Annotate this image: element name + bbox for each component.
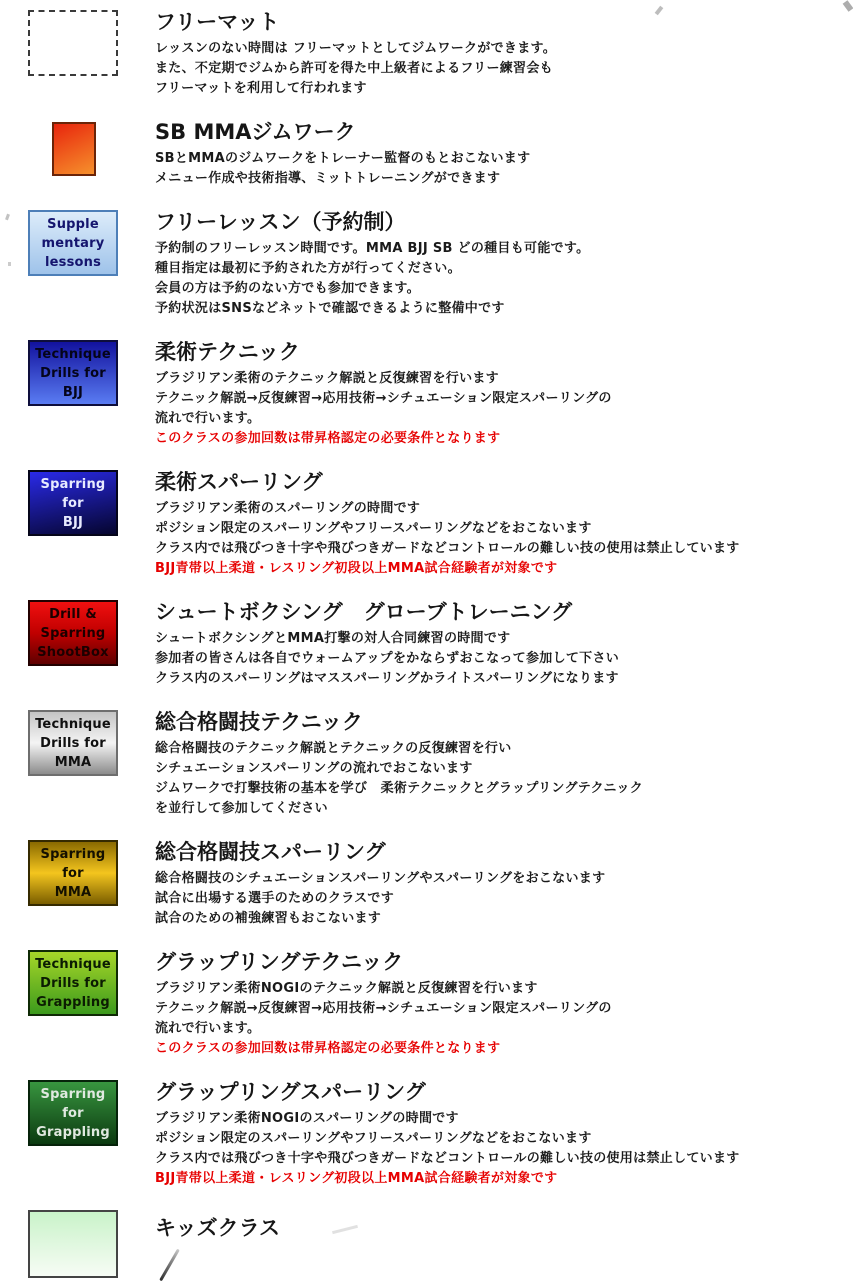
swatch-column bbox=[28, 210, 155, 276]
swatch-column bbox=[28, 840, 155, 906]
class-title: 柔術テクニック bbox=[155, 340, 300, 364]
swatch-column bbox=[28, 10, 155, 76]
sb-gym-color-swatch bbox=[52, 122, 96, 176]
mma-technique-swatch-label: Technique bbox=[35, 716, 111, 732]
class-title: グラップリングテクニック bbox=[155, 950, 404, 974]
class-title: 総合格闘技テクニック bbox=[155, 710, 363, 734]
swatch-column bbox=[28, 470, 155, 536]
class-warning-line: このクラスの参加回数は帯昇格認定の必要条件となります bbox=[155, 1041, 501, 1056]
class-description-line: 流れで行います。 bbox=[155, 411, 261, 426]
class-description-line: SBとMMAのジムワークをトレーナー監督のもとおこないます bbox=[155, 151, 531, 166]
bjj-sparring-color-swatch bbox=[28, 470, 118, 536]
class-description-line: 予約制のフリーレッスン時間です。MMA BJJ SB どの種目も可能です。 bbox=[155, 241, 590, 256]
free-lesson-swatch-label: mentary bbox=[41, 235, 105, 251]
class-title: シュートボクシング グローブトレーニング bbox=[155, 600, 573, 624]
class-description-line: レッスンのない時間は フリーマットとしてジムワークができます。 bbox=[155, 41, 557, 56]
free-mat-color-swatch bbox=[28, 10, 118, 76]
legend-row-shootbox bbox=[28, 600, 853, 689]
class-description-block bbox=[155, 950, 853, 1059]
class-description-line: ジムワークで打撃技術の基本を学び 柔術テクニックとグラップリングテクニック bbox=[155, 781, 643, 796]
legend-row-sb-gym bbox=[28, 120, 853, 189]
bjj-technique-swatch-label: Technique bbox=[35, 346, 111, 362]
class-description-line: クラス内では飛びつき十字や飛びつきガードなどコントロールの難しい技の使用は禁止しています bbox=[155, 541, 740, 556]
class-warning-line: BJJ青帯以上柔道・レスリング初段以上MMA試合経験者が対象です bbox=[155, 1171, 558, 1186]
swatch-column bbox=[28, 120, 155, 176]
class-description-block bbox=[155, 600, 853, 689]
grappling-sparring-swatch-label: for bbox=[62, 1105, 84, 1121]
bjj-sparring-swatch-label: for bbox=[62, 495, 84, 511]
swatch-column bbox=[28, 340, 155, 406]
legend-row-bjj-technique bbox=[28, 340, 853, 449]
class-description-line: ブラジリアン柔術NOGIのスパーリングの時間です bbox=[155, 1111, 459, 1126]
grappling-technique-swatch-label: Drills for bbox=[40, 975, 106, 991]
class-warning-line: このクラスの参加回数は帯昇格認定の必要条件となります bbox=[155, 431, 501, 446]
class-description-line: シチュエーションスパーリングの流れでおこないます bbox=[155, 761, 473, 776]
swatch-column bbox=[28, 1210, 155, 1278]
class-description-line: 流れで行います。 bbox=[155, 1021, 261, 1036]
class-description-line: 試合のための補強練習もおこないます bbox=[155, 911, 382, 926]
grappling-sparring-swatch-label: Grappling bbox=[36, 1124, 110, 1140]
legend-row-bjj-sparring bbox=[28, 470, 853, 579]
class-title: SB MMAジムワーク bbox=[155, 120, 356, 144]
class-description-line: ポジション限定のスパーリングやフリースパーリングなどをおこないます bbox=[155, 1131, 592, 1146]
legend-row-grappling-sparring bbox=[28, 1080, 853, 1189]
grappling-technique-swatch-label: Technique bbox=[35, 956, 111, 972]
legend-row-mma-technique bbox=[28, 710, 853, 819]
free-lesson-swatch-label: lessons bbox=[44, 254, 102, 270]
shootbox-color-swatch bbox=[28, 600, 118, 666]
class-description-line: ブラジリアン柔術のスパーリングの時間です bbox=[155, 501, 421, 516]
class-title: グラップリングスパーリング bbox=[155, 1080, 426, 1104]
swatch-column bbox=[28, 1080, 155, 1146]
mma-sparring-color-swatch bbox=[28, 840, 118, 906]
class-description-block bbox=[155, 120, 853, 189]
class-description-block bbox=[155, 710, 853, 819]
class-description-line: 参加者の皆さんは各自でウォームアップをかならずおこなって参加して下さい bbox=[155, 651, 620, 666]
grappling-technique-swatch-label: Grappling bbox=[36, 994, 110, 1010]
mma-technique-swatch-label: Drills for bbox=[40, 735, 106, 751]
legend-row-grappling-technique bbox=[28, 950, 853, 1059]
class-description-line: クラス内では飛びつき十字や飛びつきガードなどコントロールの難しい技の使用は禁止しています bbox=[155, 1151, 740, 1166]
class-description-line: シュートボクシングとMMA打撃の対人合同練習の時間です bbox=[155, 631, 511, 646]
class-description-line: ブラジリアン柔術のテクニック解説と反復練習を行います bbox=[155, 371, 499, 386]
class-warning-line: BJJ青帯以上柔道・レスリング初段以上MMA試合経験者が対象です bbox=[155, 561, 558, 576]
mma-technique-color-swatch bbox=[28, 710, 118, 776]
bjj-technique-swatch-label: Drills for bbox=[40, 365, 106, 381]
class-description-block bbox=[155, 1210, 853, 1245]
swatch-column bbox=[28, 710, 155, 776]
free-lesson-color-swatch bbox=[28, 210, 118, 276]
class-title: 柔術スパーリング bbox=[155, 470, 323, 494]
class-description-block bbox=[155, 210, 853, 319]
class-description-block bbox=[155, 840, 853, 929]
bjj-technique-color-swatch bbox=[28, 340, 118, 406]
shootbox-swatch-label: Sparring bbox=[40, 625, 106, 641]
grappling-sparring-swatch-label: Sparring bbox=[40, 1086, 106, 1102]
class-title: 総合格闘技スパーリング bbox=[155, 840, 386, 864]
bjj-sparring-swatch-label: BJJ bbox=[62, 514, 84, 530]
class-description-line: メニュー作成や技術指導、ミットトレーニングができます bbox=[155, 171, 501, 186]
grappling-technique-color-swatch bbox=[28, 950, 118, 1016]
grappling-sparring-color-swatch bbox=[28, 1080, 118, 1146]
class-description-block bbox=[155, 1080, 853, 1189]
free-lesson-swatch-label: Supple bbox=[47, 216, 99, 232]
class-description-line: また、不定期でジムから許可を得た中上級者によるフリー練習会も bbox=[155, 61, 553, 76]
legend-row-kids bbox=[28, 1210, 853, 1278]
mma-sparring-swatch-label: MMA bbox=[54, 884, 92, 900]
mma-sparring-swatch-label: Sparring bbox=[40, 846, 106, 862]
class-description-line: テクニック解説→反復練習→応用技術→シチュエーション限定スパーリングの bbox=[155, 1001, 612, 1016]
legend-row-mma-sparring bbox=[28, 840, 853, 929]
class-title: フリーマット bbox=[155, 10, 280, 34]
mma-technique-swatch-label: MMA bbox=[54, 754, 92, 770]
shootbox-swatch-label: ShootBox bbox=[37, 644, 109, 660]
class-description-line: フリーマットを利用して行われます bbox=[155, 81, 367, 96]
class-description-line: ブラジリアン柔術NOGIのテクニック解説と反復練習を行います bbox=[155, 981, 538, 996]
class-description-block bbox=[155, 340, 853, 449]
class-description-line: ポジション限定のスパーリングやフリースパーリングなどをおこないます bbox=[155, 521, 592, 536]
bjj-technique-swatch-label: BJJ bbox=[62, 384, 84, 400]
swatch-column bbox=[28, 600, 155, 666]
class-description-line: クラス内のスパーリングはマススパーリングかライトスパーリングになります bbox=[155, 671, 619, 686]
class-description-block bbox=[155, 10, 853, 99]
class-title: キッズクラス bbox=[155, 1216, 280, 1240]
swatch-column bbox=[28, 950, 155, 1016]
class-description-line: 会員の方は予約のない方でも参加できます。 bbox=[155, 281, 420, 296]
class-description-block bbox=[155, 470, 853, 579]
kids-color-swatch bbox=[28, 1210, 118, 1278]
class-description-line: 試合に出場する選手のためのクラスです bbox=[155, 891, 395, 906]
class-description-line: を並行して参加してください bbox=[155, 801, 328, 816]
class-description-line: 種目指定は最初に予約された方が行ってください。 bbox=[155, 261, 461, 276]
class-description-line: テクニック解説→反復練習→応用技術→シチュエーション限定スパーリングの bbox=[155, 391, 612, 406]
bjj-sparring-swatch-label: Sparring bbox=[40, 476, 106, 492]
legend-row-free-mat bbox=[28, 10, 853, 99]
legend-row-free-lesson bbox=[28, 210, 853, 319]
shootbox-swatch-label: Drill & bbox=[49, 606, 97, 622]
class-description-line: 総合格闘技のテクニック解説とテクニックの反復練習を行い bbox=[155, 741, 512, 756]
class-title: フリーレッスン（予約制） bbox=[155, 210, 406, 234]
class-description-line: 予約状況はSNSなどネットで確認できるように整備中です bbox=[155, 301, 505, 316]
class-description-line: 総合格闘技のシチュエーションスパーリングやスパーリングをおこないます bbox=[155, 871, 606, 886]
mma-sparring-swatch-label: for bbox=[62, 865, 84, 881]
